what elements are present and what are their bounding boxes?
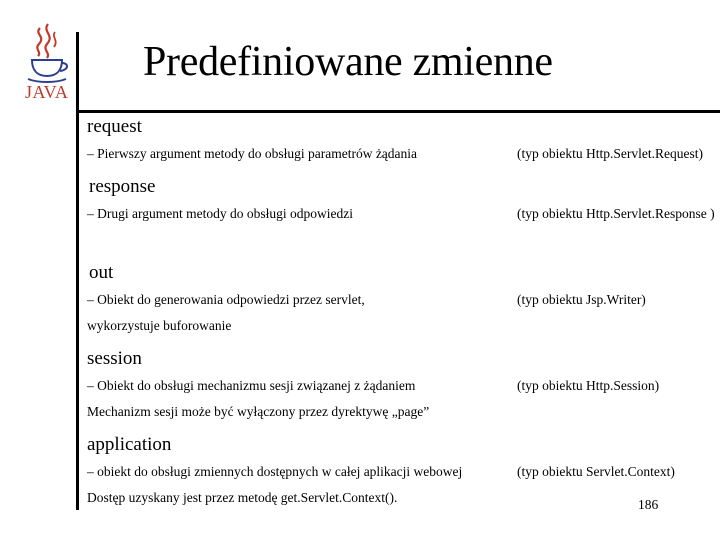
section-desc-request: – Pierwszy argument metody do obsługi parametrów żądania (87, 146, 418, 161)
section-heading-session: session (87, 348, 142, 369)
section-type-application: (typ obiektu Servlet.Context) (517, 464, 675, 479)
section-heading-response: response (89, 176, 156, 197)
section-type-session: (typ obiektu Http.Session) (517, 378, 660, 393)
java-logo (22, 22, 74, 104)
section-desc-out: – Obiekt do generowania odpowiedzi przez servlet, (87, 292, 365, 307)
section-desc-application: – obiekt do obsługi zmiennych dostępnych w całej aplikacji webowej (87, 464, 463, 479)
java-logo-text: JAVA (25, 82, 69, 102)
page-title: Predefiniowane zmienne (143, 39, 553, 85)
section-type-response: (typ obiektu Http.Servlet.Response ) (517, 206, 715, 221)
section-heading-request: request (87, 116, 142, 137)
section-type-out: (typ obiektu Jsp.Writer) (517, 292, 646, 307)
section-desc-session: – Obiekt do obsługi mechanizmu sesji związanej z żądaniem (87, 378, 416, 393)
section-heading-out: out (89, 262, 114, 283)
section-desc-application-2: Dostęp uzyskany jest przez metodę get.Servlet.Context(). (87, 490, 398, 505)
section-desc-out-2: wykorzystuje buforowanie (87, 318, 232, 333)
section-desc-session-2: Mechanizm sesji może być wyłączony przez dyrektywę „page” (87, 404, 430, 419)
section-type-request: (typ obiektu Http.Servlet.Request) (517, 146, 703, 161)
section-heading-application: application (87, 434, 172, 455)
section-desc-response: – Drugi argument metody do obsługi odpowiedzi (87, 206, 353, 221)
vertical-rule (76, 32, 79, 510)
page-number: 186 (638, 497, 659, 512)
horizontal-rule (76, 110, 720, 113)
